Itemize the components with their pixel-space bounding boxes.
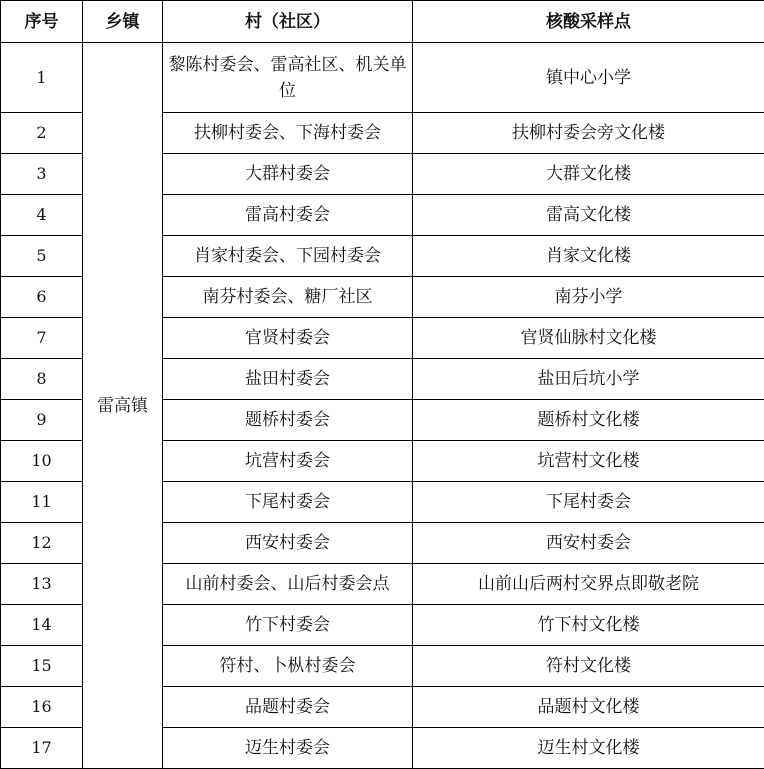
- row-number: 16: [1, 687, 83, 728]
- row-number: 15: [1, 646, 83, 687]
- row-number: 7: [1, 318, 83, 359]
- village-cell: 扶柳村委会、下海村委会: [163, 113, 413, 154]
- header-township: 乡镇: [83, 1, 163, 43]
- site-cell: 题桥村文化楼: [413, 400, 764, 441]
- header-site: 核酸采样点: [413, 1, 764, 43]
- village-cell: 迈生村委会: [163, 728, 413, 769]
- village-cell: 雷高村委会: [163, 195, 413, 236]
- site-cell: 下尾村委会: [413, 482, 764, 523]
- site-cell: 品题村文化楼: [413, 687, 764, 728]
- village-cell: 大群村委会: [163, 154, 413, 195]
- village-cell: 坑营村委会: [163, 441, 413, 482]
- site-cell: 竹下村文化楼: [413, 605, 764, 646]
- row-number: 5: [1, 236, 83, 277]
- village-cell: 南芬村委会、糖厂社区: [163, 277, 413, 318]
- site-cell: 肖家文化楼: [413, 236, 764, 277]
- row-number: 2: [1, 113, 83, 154]
- site-cell: 南芬小学: [413, 277, 764, 318]
- site-cell: 坑营村文化楼: [413, 441, 764, 482]
- site-cell: 扶柳村委会旁文化楼: [413, 113, 764, 154]
- row-number: 1: [1, 43, 83, 113]
- village-cell: 肖家村委会、下园村委会: [163, 236, 413, 277]
- site-cell: 镇中心小学: [413, 43, 764, 113]
- site-cell: 西安村委会: [413, 523, 764, 564]
- table-row: [1, 43, 764, 113]
- row-number: 3: [1, 154, 83, 195]
- village-cell: 西安村委会: [163, 523, 413, 564]
- row-number: 9: [1, 400, 83, 441]
- row-number: 11: [1, 482, 83, 523]
- row-number: 8: [1, 359, 83, 400]
- village-cell: 品题村委会: [163, 687, 413, 728]
- village-cell: 官贤村委会: [163, 318, 413, 359]
- village-cell: 竹下村委会: [163, 605, 413, 646]
- row-number: 10: [1, 441, 83, 482]
- village-cell: 符村、卜枞村委会: [163, 646, 413, 687]
- village-cell: 山前村委会、山后村委会点: [163, 564, 413, 605]
- site-cell: 迈生村文化楼: [413, 728, 764, 769]
- site-cell: 大群文化楼: [413, 154, 764, 195]
- header-no: 序号: [1, 1, 83, 43]
- row-number: 6: [1, 277, 83, 318]
- row-number: 13: [1, 564, 83, 605]
- township-cell: 雷高镇: [83, 43, 163, 769]
- header-village: 村（社区）: [163, 1, 413, 43]
- site-cell: 盐田后坑小学: [413, 359, 764, 400]
- site-cell: 符村文化楼: [413, 646, 764, 687]
- village-cell: 黎陈村委会、雷高社区、机关单位: [163, 43, 413, 113]
- row-number: 17: [1, 728, 83, 769]
- header-row: [1, 1, 764, 43]
- village-cell: 下尾村委会: [163, 482, 413, 523]
- village-cell: 题桥村委会: [163, 400, 413, 441]
- row-number: 4: [1, 195, 83, 236]
- site-cell: 雷高文化楼: [413, 195, 764, 236]
- row-number: 14: [1, 605, 83, 646]
- site-cell: 山前山后两村交界点即敬老院: [413, 564, 764, 605]
- row-number: 12: [1, 523, 83, 564]
- village-cell: 盐田村委会: [163, 359, 413, 400]
- site-cell: 官贤仙脉村文化楼: [413, 318, 764, 359]
